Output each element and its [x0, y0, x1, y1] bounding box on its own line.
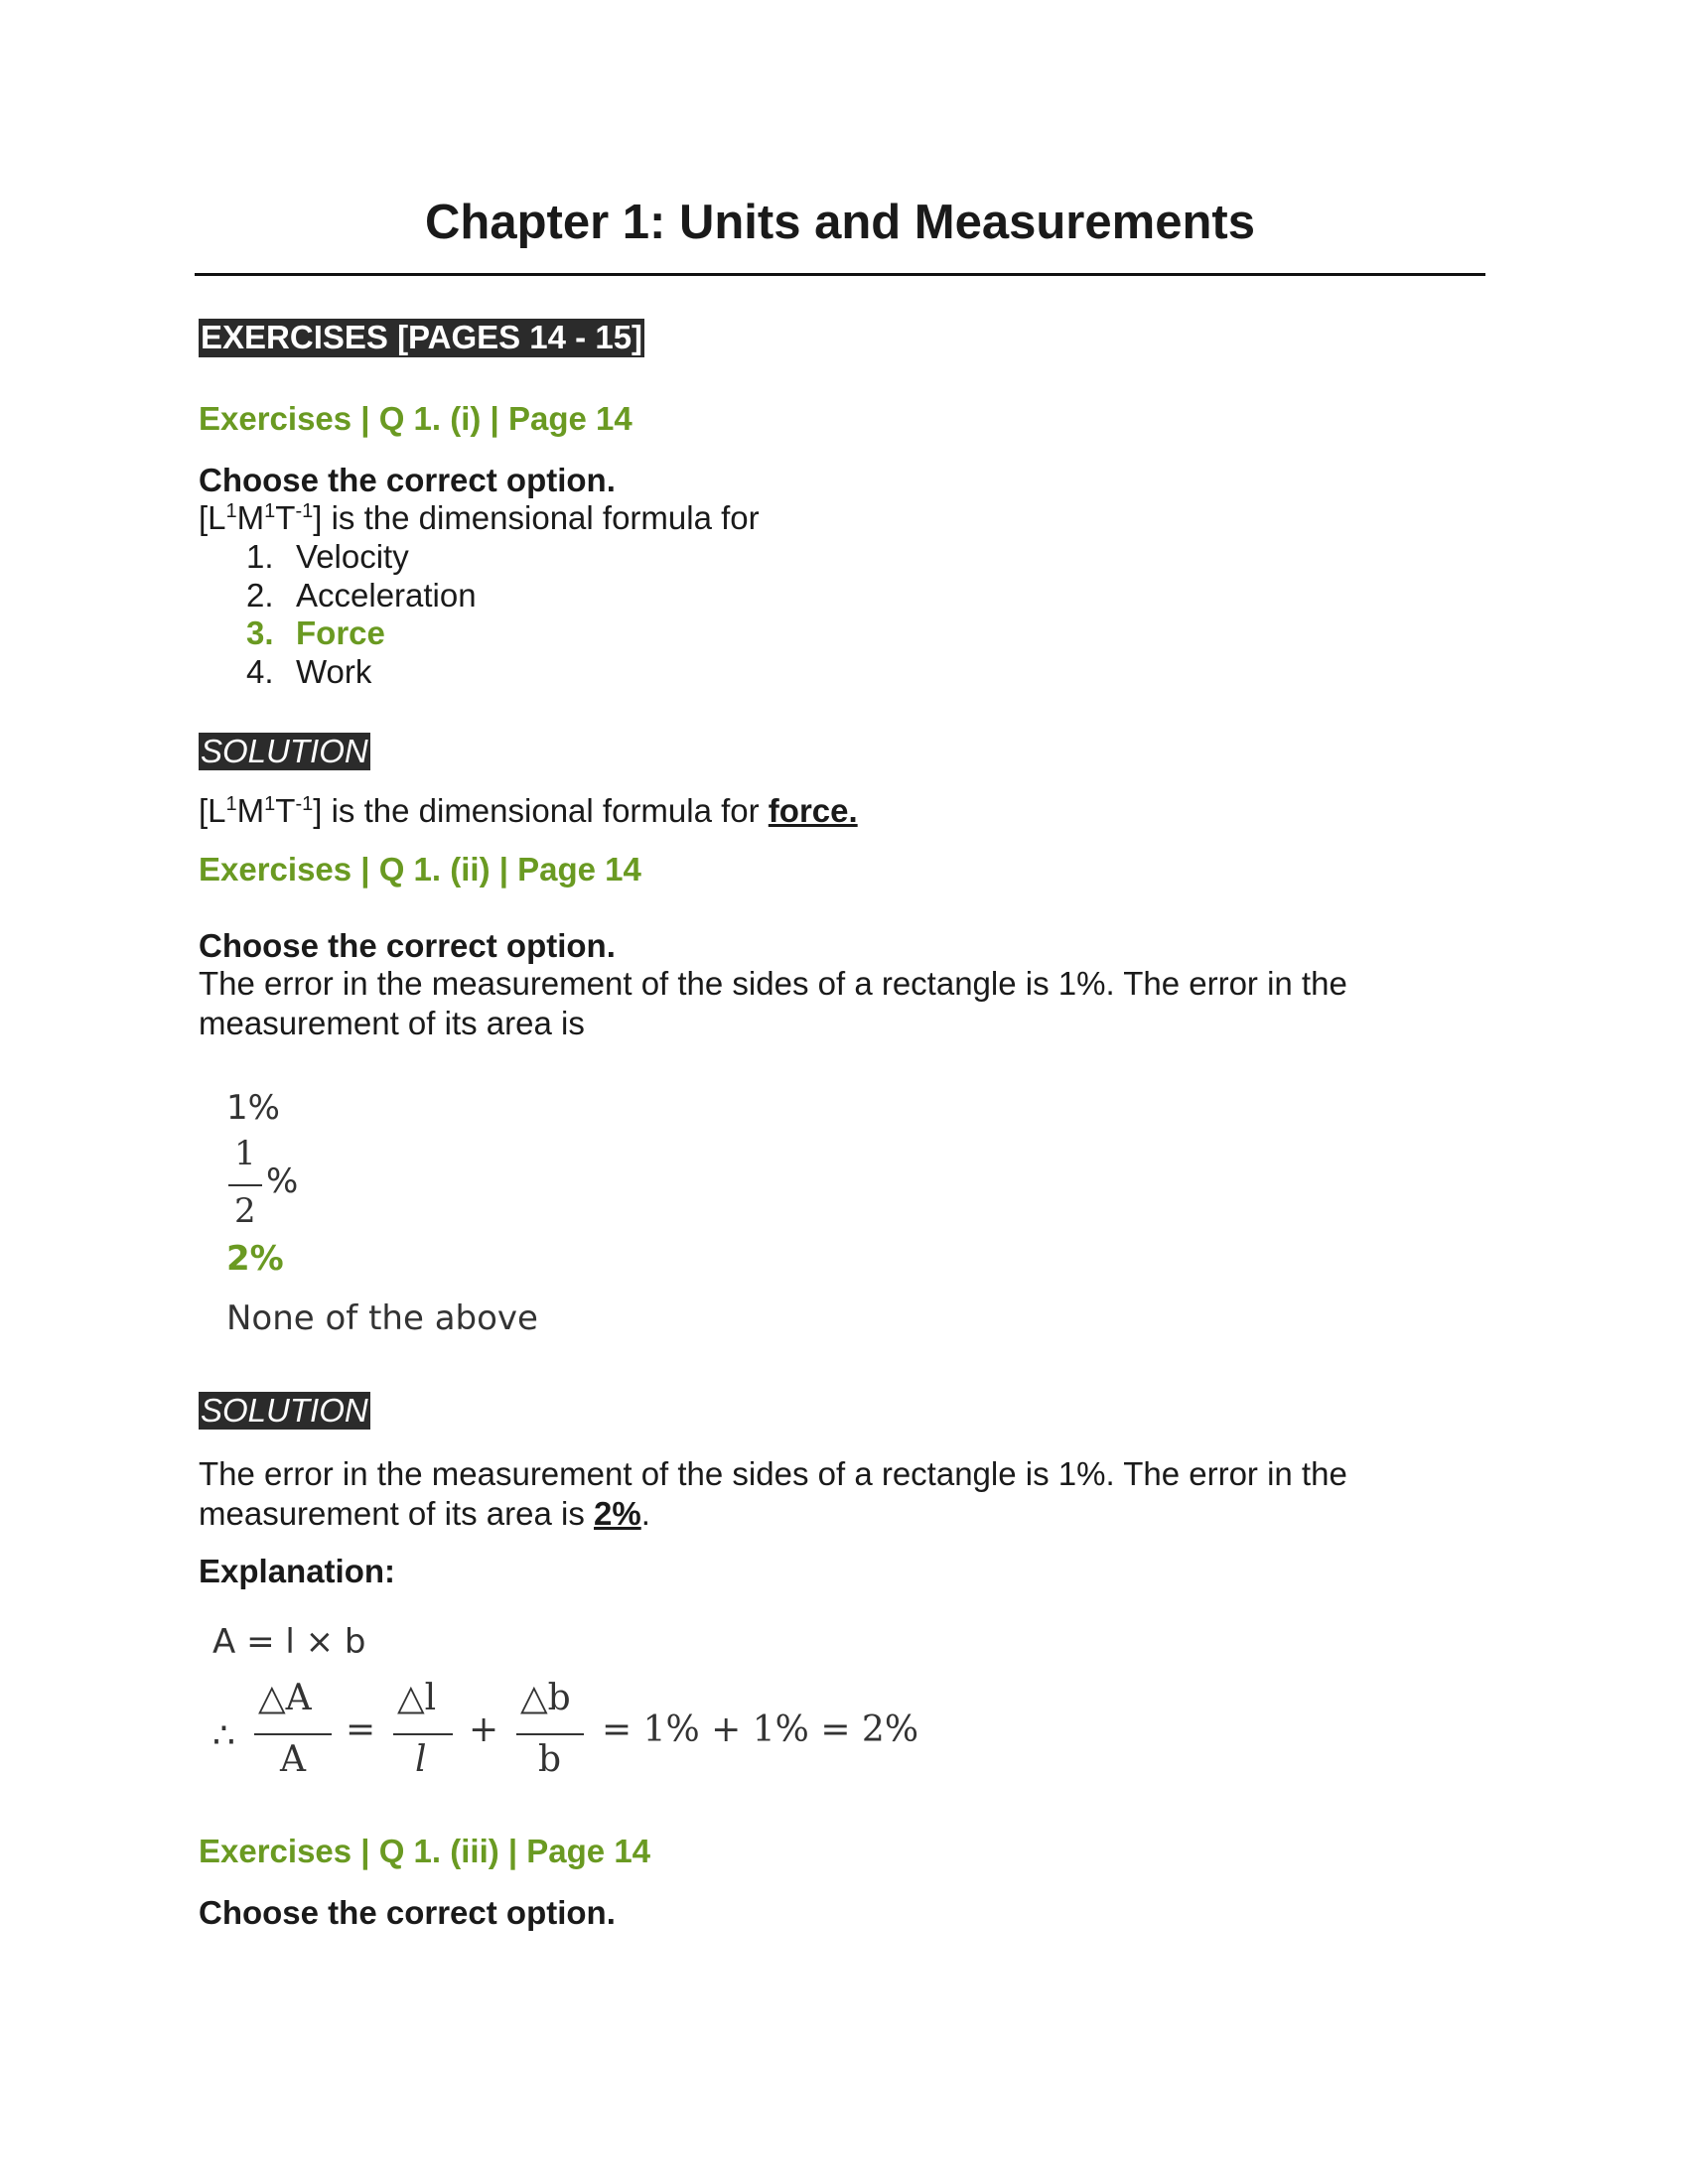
option-a-q1-ii: 1% — [226, 1088, 280, 1128]
answer-m: M — [236, 792, 265, 829]
option-number: 2. — [246, 576, 274, 614]
fraction-numerator: 1 — [234, 1134, 256, 1173]
fraction-1-denominator: A — [280, 1739, 306, 1780]
stem-exponent-t: -1 — [295, 500, 314, 522]
option-d-q1-ii: None of the above — [226, 1298, 538, 1338]
explanation-label: Explanation: — [199, 1553, 396, 1589]
question-prompt-q1-iii: Choose the correct option. — [199, 1894, 616, 1931]
option-c-q1-ii-correct: 2% — [226, 1239, 284, 1279]
option-number: 4. — [246, 652, 274, 690]
stem-exponent-l: 1 — [225, 500, 237, 522]
answer-highlight: force. — [768, 792, 858, 829]
fraction-2-bar — [393, 1733, 453, 1735]
question-stem-line1-q1-ii: The error in the measurement of the sides of a rectangle is 1%. The error in the — [199, 965, 1347, 1002]
fraction-3-denominator: b — [538, 1739, 562, 1780]
fraction-2-numerator: △l — [397, 1678, 437, 1718]
fraction-percent: % — [266, 1161, 299, 1201]
fraction-denominator: 2 — [234, 1191, 256, 1231]
plus-sign: + — [469, 1709, 499, 1750]
option-item — [246, 653, 477, 692]
fraction-bar — [228, 1184, 262, 1186]
answer-exponent-t: -1 — [295, 793, 314, 815]
option-text: Velocity — [296, 538, 409, 575]
stem-text: ] is the dimensional formula for — [313, 499, 760, 536]
question-heading-q1-ii: Exercises | Q 1. (ii) | Page 14 — [199, 851, 641, 887]
option-number: 1. — [246, 538, 274, 575]
equation-error-propagation — [209, 1678, 963, 1797]
fraction-2-denominator: l — [415, 1739, 427, 1780]
question-stem-q1-i — [199, 498, 760, 538]
option-list-q1-i — [246, 538, 477, 691]
question-heading-q1-i: Exercises | Q 1. (i) | Page 14 — [199, 400, 633, 437]
solution-line1-q1-ii: The error in the measurement of the sides of a rectangle is 1%. The error in the — [199, 1455, 1347, 1492]
question-stem-line2-q1-ii: measurement of its area is — [199, 1005, 585, 1041]
solution-line2-text: measurement of its area is — [199, 1495, 594, 1532]
option-number: 3. — [246, 614, 274, 651]
answer-exponent-l: 1 — [225, 793, 237, 815]
answer-highlight: 2% — [594, 1495, 641, 1532]
question-prompt-q1-ii: Choose the correct option. — [199, 927, 616, 964]
page-title: Chapter 1: Units and Measurements — [425, 196, 1255, 249]
fraction-3-bar — [516, 1733, 584, 1735]
fraction-1-numerator: △A — [258, 1678, 312, 1718]
option-text: Acceleration — [296, 576, 477, 614]
equation-result: = 1% + 1% = 2% — [602, 1709, 919, 1750]
option-item — [246, 538, 477, 577]
answer-exponent-m: 1 — [264, 793, 276, 815]
fraction-3-numerator: △b — [520, 1678, 571, 1718]
section-badge: EXERCISES [PAGES 14 - 15] — [201, 319, 643, 355]
question-prompt-q1-i: Choose the correct option. — [199, 462, 616, 498]
option-item — [246, 577, 477, 615]
stem-m: M — [236, 499, 265, 536]
answer-bracket: [L — [199, 792, 226, 829]
question-heading-q1-iii: Exercises | Q 1. (iii) | Page 14 — [199, 1833, 651, 1869]
equation-area: A = l × b — [212, 1622, 366, 1662]
title-divider — [195, 273, 1485, 276]
stem-exponent-m: 1 — [264, 500, 276, 522]
therefore-symbol: ∴ — [212, 1715, 235, 1756]
solution-badge-q1-i: SOLUTION — [201, 733, 368, 769]
solution-line2-period: . — [640, 1495, 650, 1532]
solution-badge-q1-ii: SOLUTION — [201, 1392, 368, 1429]
option-text: Force — [296, 614, 385, 651]
solution-line2-q1-ii — [199, 1494, 650, 1534]
fraction-1-bar — [254, 1733, 332, 1735]
stem-t: T — [275, 499, 296, 536]
stem-bracket: [L — [199, 499, 226, 536]
option-text: Work — [296, 652, 372, 690]
answer-text: ] is the dimensional formula for — [313, 792, 769, 829]
equals-sign: = — [346, 1709, 376, 1750]
option-item-correct — [246, 614, 477, 653]
answer-t: T — [275, 792, 296, 829]
solution-answer-q1-i — [199, 791, 858, 831]
